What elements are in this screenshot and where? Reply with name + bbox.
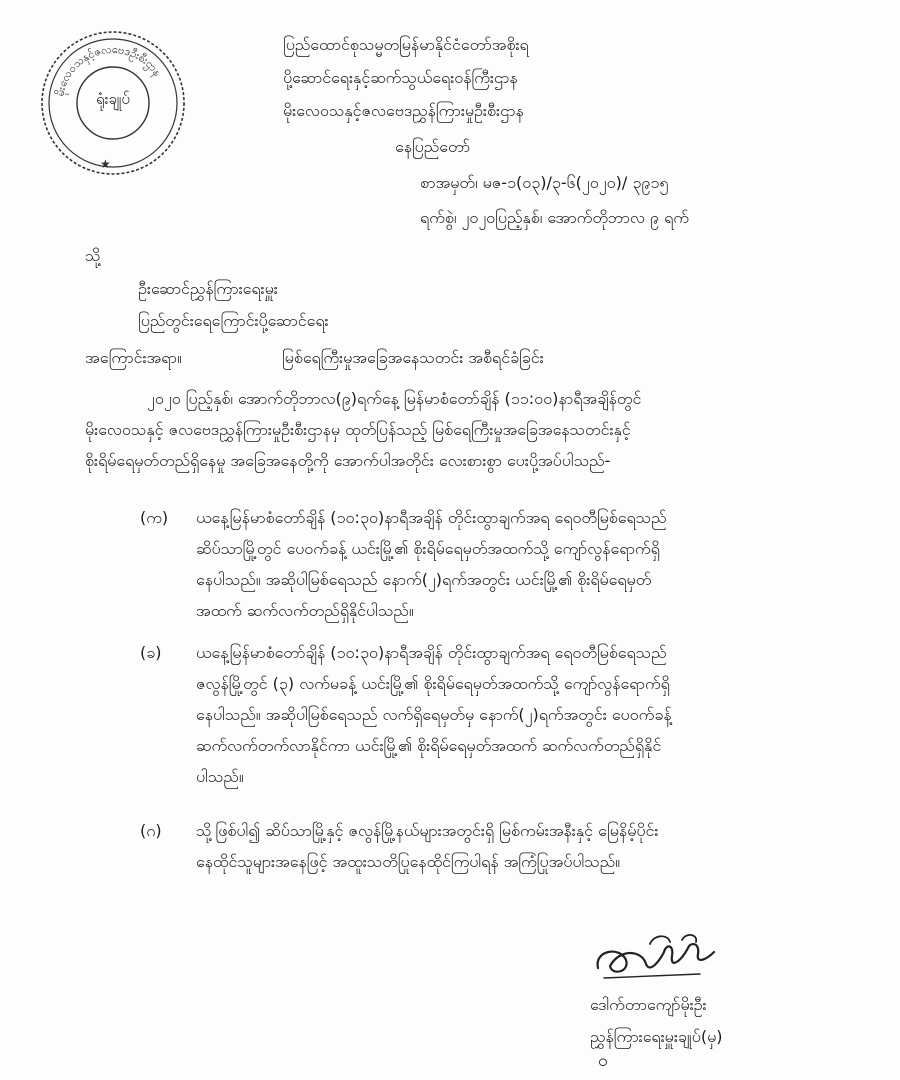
item-line: ပါသည်။ (196, 767, 244, 786)
item-paragraph (196, 815, 826, 877)
handwritten-signature (590, 930, 720, 985)
recipient-organization: ပြည်တွင်းရေကြောင်းပို့ဆောင်ရေး (138, 311, 329, 330)
header-government: ပြည်ထောင်စုသမ္မတမြန်မာနိုင်ငံတော်အစိုးရ (283, 35, 529, 54)
header-city: နေပြည်တော် (395, 137, 471, 156)
seal-ring-text: မိုးလေဝသနှင့်ဇလဗေဒဦးစီးဌာန (53, 42, 164, 98)
item-line: အထက် ဆက်လက်တည်ရှိနိုင်ပါသည်။ (196, 601, 414, 620)
item-line: ယနေ့မြန်မာစံတော်ချိန် (၁၀:၃၀)နာရီအချိန် တိုင်းထွာချက်အရ ရေဝတီမြစ်ရေသည် (196, 508, 667, 527)
signature-mark: ဝ (598, 1051, 608, 1071)
intro-line: ၂၀၂၀ ပြည့်နှစ်၊ အောက်တိုဘာလ(၉)ရက်နေ့ မြန်မာစံတော်ချိန် (၁၁:၀၀)နာရီအချိန်တွင် (147, 389, 642, 408)
item-line: နေပါသည်။ အဆိုပါမြစ်ရေသည် လက်ရှိရေမှတ်မှ နောက်(၂)ရက်အတွင်း ပေ၀က်ခန့် (196, 705, 672, 724)
subject-label: အကြောင်းအရာ။ (85, 348, 182, 367)
seal-star-icon: ★ (100, 157, 111, 171)
item-line: ဆက်လက်တက်လာနိုင်ကာ ယင်းမြို့၏ စိုးရိမ်ရေမှတ်အထက် ဆက်လက်တည်ရှိနိုင် (196, 736, 662, 755)
intro-paragraph (85, 383, 825, 476)
item-marker: (က) (140, 508, 169, 527)
reference-number: စာအမှတ်၊ မဇ-၁(၀၃)/၃-၆(၂၀၂၀)/ ၃၉၁၅ (420, 173, 669, 192)
office-seal (38, 28, 188, 178)
item-marker: (ဂ) (140, 821, 162, 840)
header-ministry: ပို့ဆောင်ရေးနှင့်ဆက်သွယ်ရေးဝန်ကြီးဌာန (283, 68, 518, 87)
intro-line: မိုးလေဝသနှင့် ဇလဗေဒညွှန်ကြားမှုဦးစီးဌာနမှ ထုတ်ပြန်သည့် မြစ်ရေကြီးမှုအခြေအနေသတင်းနှင့် (85, 420, 631, 439)
item-line: နေထိုင်သူများအနေဖြင့် အထူးသတိပြုနေထိုင်ကြပါရန် အကြံပြုအပ်ပါသည်။ (196, 852, 621, 871)
item-line: ဇလွန်မြို့တွင် (၃) လက်မခန့် ယင်းမြို့၏ စိုးရိမ်ရေမှတ်အထက်သို့ ကျော်လွန်ရောက်ရှိ (196, 674, 670, 693)
item-line: သို့ဖြစ်ပါ၍ ဆိပ်သာမြို့နှင့် ဇလွန်မြို့နယ်များအတွင်းရှိ မြစ်ကမ်းအနီးနှင့် မြေနိမ့်ပိုင်း (196, 821, 659, 840)
recipient-to: သို့ (85, 246, 101, 265)
seal-center-text: ရုံးချုပ် (96, 90, 130, 108)
signatory-title: ညွှန်ကြားရေးမှူးချုပ်(မှ) (590, 1027, 723, 1046)
item-line: နေပါသည်။ အဆိုပါမြစ်ရေသည် နောက်(၂)ရက်အတွင်း ယင်းမြို့၏ စိုးရိမ်ရေမှတ် (196, 570, 652, 589)
letter-date: ရက်စွဲ၊ ၂၀၂၀ပြည့်နှစ်၊ အောက်တိုဘာလ ၉ ရက် (420, 208, 689, 227)
signatory-name: ဒေါက်တာကျော်မိုးဦး (590, 995, 707, 1014)
recipient-title: ဦးဆောင်ညွှန်ကြားရေးမှူး (138, 279, 278, 298)
item-paragraph (196, 637, 826, 792)
header-department: မိုးလေဝသနှင့်ဇလဗေဒညွှန်ကြားမှုဦးစီးဌာန (283, 101, 524, 120)
item-marker: (ခ) (140, 643, 162, 662)
intro-line: စိုးရိမ်ရေမှတ်တည်ရှိနေမှု အခြေအနေတို့ကို အောက်ပါအတိုင်း လေးစားစွာ ပေးပို့အပ်ပါသည်- (85, 451, 611, 470)
subject-text: မြစ်ရေကြီးမှုအခြေအနေသတင်း အစီရင်ခံခြင်း (282, 348, 544, 367)
item-line: ဆိပ်သာမြို့တွင် ပေ၀က်ခန့် ယင်းမြို့၏ စိုးရိမ်ရေမှတ်အထက်သို့ ကျော်လွန်ရောက်ရှိ (196, 539, 660, 558)
item-line: ယနေ့မြန်မာစံတော်ချိန် (၁၀:၃၀)နာရီအချိန် တိုင်းထွာချက်အရ ရေဝတီမြစ်ရေသည် (196, 643, 667, 662)
item-paragraph (196, 502, 826, 626)
